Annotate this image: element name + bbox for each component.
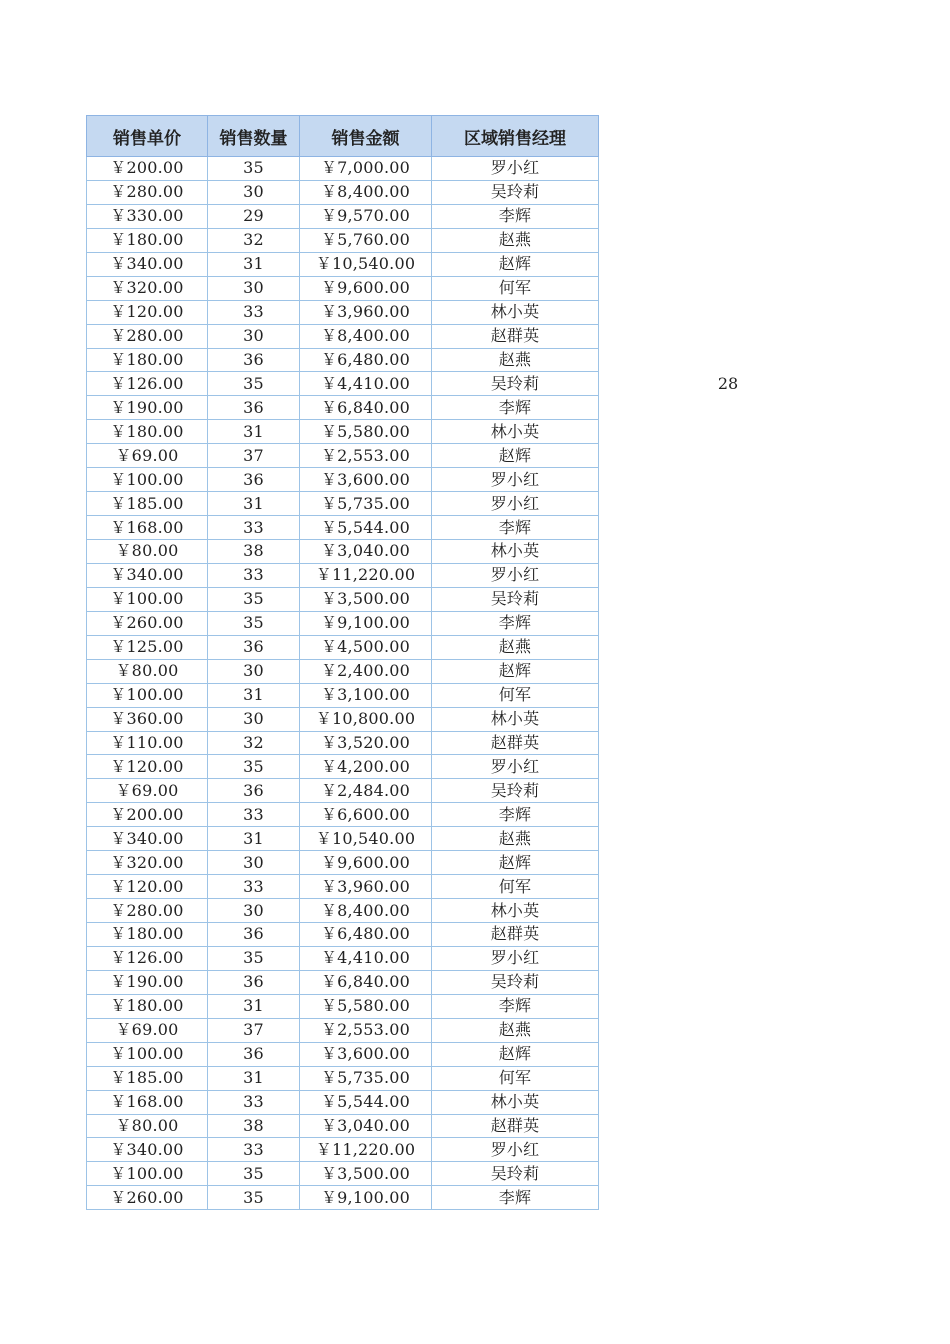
cell-manager: 李辉	[432, 1186, 599, 1210]
cell-amount: ￥9,600.00	[300, 276, 432, 300]
header-unit-price: 销售单价	[87, 116, 208, 157]
cell-quantity: 36	[208, 1042, 300, 1066]
cell-amount: ￥3,100.00	[300, 683, 432, 707]
cell-unit-price: ￥185.00	[87, 1066, 208, 1090]
cell-quantity: 32	[208, 228, 300, 252]
cell-unit-price: ￥340.00	[87, 252, 208, 276]
cell-quantity: 33	[208, 563, 300, 587]
cell-amount: ￥3,500.00	[300, 1162, 432, 1186]
table-row	[87, 563, 599, 587]
table-row	[87, 372, 599, 396]
cell-quantity: 30	[208, 851, 300, 875]
table-row	[87, 1090, 599, 1114]
cell-quantity: 36	[208, 396, 300, 420]
cell-unit-price: ￥180.00	[87, 994, 208, 1018]
side-cell-value: 28	[717, 374, 739, 393]
cell-unit-price: ￥180.00	[87, 420, 208, 444]
cell-amount: ￥3,960.00	[300, 875, 432, 899]
cell-quantity: 35	[208, 1186, 300, 1210]
cell-quantity: 31	[208, 827, 300, 851]
cell-amount: ￥5,735.00	[300, 1066, 432, 1090]
cell-amount: ￥10,540.00	[300, 252, 432, 276]
cell-unit-price: ￥69.00	[87, 444, 208, 468]
cell-unit-price: ￥185.00	[87, 492, 208, 516]
table-row	[87, 803, 599, 827]
cell-quantity: 30	[208, 180, 300, 204]
cell-manager: 罗小红	[432, 468, 599, 492]
cell-unit-price: ￥100.00	[87, 1042, 208, 1066]
cell-unit-price: ￥360.00	[87, 707, 208, 731]
cell-manager: 何军	[432, 276, 599, 300]
cell-manager: 罗小红	[432, 946, 599, 970]
table-row	[87, 899, 599, 923]
cell-unit-price: ￥100.00	[87, 683, 208, 707]
table-row	[87, 923, 599, 947]
table-row	[87, 779, 599, 803]
cell-quantity: 35	[208, 372, 300, 396]
table-row	[87, 516, 599, 540]
table-row	[87, 683, 599, 707]
cell-quantity: 33	[208, 1138, 300, 1162]
cell-manager: 罗小红	[432, 1138, 599, 1162]
cell-unit-price: ￥340.00	[87, 827, 208, 851]
cell-unit-price: ￥200.00	[87, 803, 208, 827]
cell-quantity: 31	[208, 994, 300, 1018]
cell-manager: 林小英	[432, 540, 599, 564]
cell-manager: 何军	[432, 875, 599, 899]
cell-manager: 林小英	[432, 420, 599, 444]
cell-manager: 赵辉	[432, 444, 599, 468]
table-row	[87, 1042, 599, 1066]
cell-quantity: 33	[208, 516, 300, 540]
cell-quantity: 30	[208, 659, 300, 683]
cell-manager: 赵群英	[432, 731, 599, 755]
cell-quantity: 38	[208, 540, 300, 564]
table-row	[87, 276, 599, 300]
table-row	[87, 348, 599, 372]
cell-amount: ￥9,100.00	[300, 1186, 432, 1210]
cell-quantity: 30	[208, 276, 300, 300]
cell-amount: ￥2,400.00	[300, 659, 432, 683]
table-row	[87, 540, 599, 564]
cell-amount: ￥5,735.00	[300, 492, 432, 516]
cell-unit-price: ￥69.00	[87, 779, 208, 803]
cell-amount: ￥5,760.00	[300, 228, 432, 252]
cell-unit-price: ￥168.00	[87, 1090, 208, 1114]
cell-amount: ￥4,500.00	[300, 635, 432, 659]
cell-unit-price: ￥190.00	[87, 970, 208, 994]
cell-unit-price: ￥80.00	[87, 1114, 208, 1138]
cell-manager: 罗小红	[432, 563, 599, 587]
cell-manager: 罗小红	[432, 755, 599, 779]
cell-unit-price: ￥80.00	[87, 659, 208, 683]
cell-quantity: 29	[208, 204, 300, 228]
cell-manager: 赵辉	[432, 1042, 599, 1066]
cell-quantity: 38	[208, 1114, 300, 1138]
cell-amount: ￥3,500.00	[300, 587, 432, 611]
cell-amount: ￥2,553.00	[300, 444, 432, 468]
cell-quantity: 35	[208, 611, 300, 635]
cell-manager: 赵燕	[432, 827, 599, 851]
table-row	[87, 1186, 599, 1210]
cell-quantity: 33	[208, 300, 300, 324]
cell-amount: ￥5,544.00	[300, 516, 432, 540]
table-row	[87, 204, 599, 228]
cell-quantity: 36	[208, 635, 300, 659]
cell-amount: ￥7,000.00	[300, 157, 432, 181]
cell-unit-price: ￥100.00	[87, 587, 208, 611]
cell-amount: ￥11,220.00	[300, 563, 432, 587]
cell-amount: ￥2,484.00	[300, 779, 432, 803]
cell-manager: 罗小红	[432, 157, 599, 181]
cell-quantity: 35	[208, 1162, 300, 1186]
cell-unit-price: ￥280.00	[87, 324, 208, 348]
cell-manager: 何军	[432, 1066, 599, 1090]
sales-table	[86, 115, 599, 1210]
cell-amount: ￥10,540.00	[300, 827, 432, 851]
table-row	[87, 755, 599, 779]
cell-manager: 赵群英	[432, 1114, 599, 1138]
cell-unit-price: ￥100.00	[87, 1162, 208, 1186]
cell-manager: 赵辉	[432, 252, 599, 276]
cell-unit-price: ￥340.00	[87, 563, 208, 587]
cell-amount: ￥8,400.00	[300, 180, 432, 204]
cell-unit-price: ￥200.00	[87, 157, 208, 181]
cell-manager: 林小英	[432, 707, 599, 731]
cell-manager: 李辉	[432, 994, 599, 1018]
cell-manager: 吴玲莉	[432, 180, 599, 204]
cell-amount: ￥6,840.00	[300, 396, 432, 420]
table-row	[87, 228, 599, 252]
cell-amount: ￥5,580.00	[300, 994, 432, 1018]
cell-unit-price: ￥180.00	[87, 228, 208, 252]
cell-amount: ￥4,410.00	[300, 946, 432, 970]
cell-manager: 赵群英	[432, 923, 599, 947]
cell-manager: 赵辉	[432, 851, 599, 875]
cell-manager: 吴玲莉	[432, 970, 599, 994]
cell-quantity: 31	[208, 683, 300, 707]
cell-quantity: 35	[208, 157, 300, 181]
cell-quantity: 35	[208, 946, 300, 970]
cell-unit-price: ￥125.00	[87, 635, 208, 659]
cell-manager: 李辉	[432, 803, 599, 827]
cell-amount: ￥4,410.00	[300, 372, 432, 396]
cell-amount: ￥3,600.00	[300, 1042, 432, 1066]
table-row	[87, 851, 599, 875]
cell-amount: ￥3,600.00	[300, 468, 432, 492]
table-body	[87, 157, 599, 1210]
cell-unit-price: ￥320.00	[87, 851, 208, 875]
cell-unit-price: ￥120.00	[87, 755, 208, 779]
cell-amount: ￥6,840.00	[300, 970, 432, 994]
cell-amount: ￥6,600.00	[300, 803, 432, 827]
table-row	[87, 611, 599, 635]
cell-manager: 赵辉	[432, 659, 599, 683]
cell-amount: ￥3,040.00	[300, 1114, 432, 1138]
table-row	[87, 1018, 599, 1042]
table-row	[87, 396, 599, 420]
cell-quantity: 31	[208, 420, 300, 444]
cell-amount: ￥11,220.00	[300, 1138, 432, 1162]
cell-manager: 吴玲莉	[432, 1162, 599, 1186]
cell-quantity: 31	[208, 1066, 300, 1090]
table-row	[87, 970, 599, 994]
table-row	[87, 1114, 599, 1138]
cell-manager: 林小英	[432, 1090, 599, 1114]
cell-quantity: 31	[208, 492, 300, 516]
cell-quantity: 33	[208, 803, 300, 827]
cell-unit-price: ￥190.00	[87, 396, 208, 420]
cell-quantity: 37	[208, 444, 300, 468]
cell-unit-price: ￥330.00	[87, 204, 208, 228]
cell-unit-price: ￥126.00	[87, 372, 208, 396]
cell-manager: 李辉	[432, 396, 599, 420]
cell-manager: 罗小红	[432, 492, 599, 516]
table-header	[87, 116, 599, 157]
cell-quantity: 33	[208, 1090, 300, 1114]
cell-manager: 赵群英	[432, 324, 599, 348]
cell-unit-price: ￥168.00	[87, 516, 208, 540]
cell-quantity: 36	[208, 970, 300, 994]
table-row	[87, 731, 599, 755]
table-row	[87, 420, 599, 444]
cell-manager: 赵燕	[432, 348, 599, 372]
cell-quantity: 30	[208, 324, 300, 348]
cell-unit-price: ￥69.00	[87, 1018, 208, 1042]
cell-amount: ￥9,570.00	[300, 204, 432, 228]
cell-amount: ￥2,553.00	[300, 1018, 432, 1042]
cell-amount: ￥5,544.00	[300, 1090, 432, 1114]
cell-quantity: 36	[208, 348, 300, 372]
cell-amount: ￥9,600.00	[300, 851, 432, 875]
cell-amount: ￥4,200.00	[300, 755, 432, 779]
cell-unit-price: ￥180.00	[87, 348, 208, 372]
table-row	[87, 587, 599, 611]
header-manager: 区域销售经理	[432, 116, 599, 157]
cell-unit-price: ￥260.00	[87, 611, 208, 635]
cell-quantity: 36	[208, 468, 300, 492]
header-quantity: 销售数量	[208, 116, 300, 157]
cell-unit-price: ￥340.00	[87, 1138, 208, 1162]
header-amount: 销售金额	[300, 116, 432, 157]
cell-manager: 吴玲莉	[432, 587, 599, 611]
cell-unit-price: ￥120.00	[87, 875, 208, 899]
cell-manager: 赵燕	[432, 228, 599, 252]
table-row	[87, 946, 599, 970]
cell-quantity: 36	[208, 779, 300, 803]
table-row	[87, 252, 599, 276]
cell-amount: ￥8,400.00	[300, 899, 432, 923]
cell-amount: ￥5,580.00	[300, 420, 432, 444]
cell-quantity: 35	[208, 587, 300, 611]
cell-unit-price: ￥280.00	[87, 899, 208, 923]
table-row	[87, 180, 599, 204]
table-row	[87, 1066, 599, 1090]
cell-quantity: 36	[208, 923, 300, 947]
cell-manager: 吴玲莉	[432, 779, 599, 803]
cell-quantity: 33	[208, 875, 300, 899]
table-row	[87, 300, 599, 324]
cell-manager: 李辉	[432, 204, 599, 228]
cell-quantity: 35	[208, 755, 300, 779]
table-row	[87, 635, 599, 659]
cell-manager: 吴玲莉	[432, 372, 599, 396]
cell-unit-price: ￥120.00	[87, 300, 208, 324]
cell-unit-price: ￥320.00	[87, 276, 208, 300]
cell-manager: 林小英	[432, 899, 599, 923]
cell-unit-price: ￥100.00	[87, 468, 208, 492]
table-row	[87, 875, 599, 899]
table-row	[87, 468, 599, 492]
cell-manager: 李辉	[432, 516, 599, 540]
table-row	[87, 994, 599, 1018]
cell-amount: ￥3,520.00	[300, 731, 432, 755]
table-row	[87, 707, 599, 731]
table-row	[87, 827, 599, 851]
table-row	[87, 1162, 599, 1186]
cell-manager: 赵燕	[432, 635, 599, 659]
cell-unit-price: ￥126.00	[87, 946, 208, 970]
cell-unit-price: ￥110.00	[87, 731, 208, 755]
table-row	[87, 492, 599, 516]
cell-manager: 何军	[432, 683, 599, 707]
table-row	[87, 1138, 599, 1162]
cell-amount: ￥6,480.00	[300, 348, 432, 372]
cell-quantity: 32	[208, 731, 300, 755]
cell-quantity: 30	[208, 899, 300, 923]
cell-amount: ￥3,040.00	[300, 540, 432, 564]
cell-unit-price: ￥260.00	[87, 1186, 208, 1210]
cell-quantity: 37	[208, 1018, 300, 1042]
cell-quantity: 30	[208, 707, 300, 731]
table-row	[87, 157, 599, 181]
cell-unit-price: ￥80.00	[87, 540, 208, 564]
cell-manager: 李辉	[432, 611, 599, 635]
cell-amount: ￥9,100.00	[300, 611, 432, 635]
cell-amount: ￥10,800.00	[300, 707, 432, 731]
cell-manager: 赵燕	[432, 1018, 599, 1042]
table-row	[87, 324, 599, 348]
cell-quantity: 31	[208, 252, 300, 276]
cell-unit-price: ￥280.00	[87, 180, 208, 204]
cell-amount: ￥8,400.00	[300, 324, 432, 348]
cell-amount: ￥3,960.00	[300, 300, 432, 324]
header-row	[87, 116, 599, 157]
cell-amount: ￥6,480.00	[300, 923, 432, 947]
cell-manager: 林小英	[432, 300, 599, 324]
table-row	[87, 659, 599, 683]
cell-unit-price: ￥180.00	[87, 923, 208, 947]
table-row	[87, 444, 599, 468]
